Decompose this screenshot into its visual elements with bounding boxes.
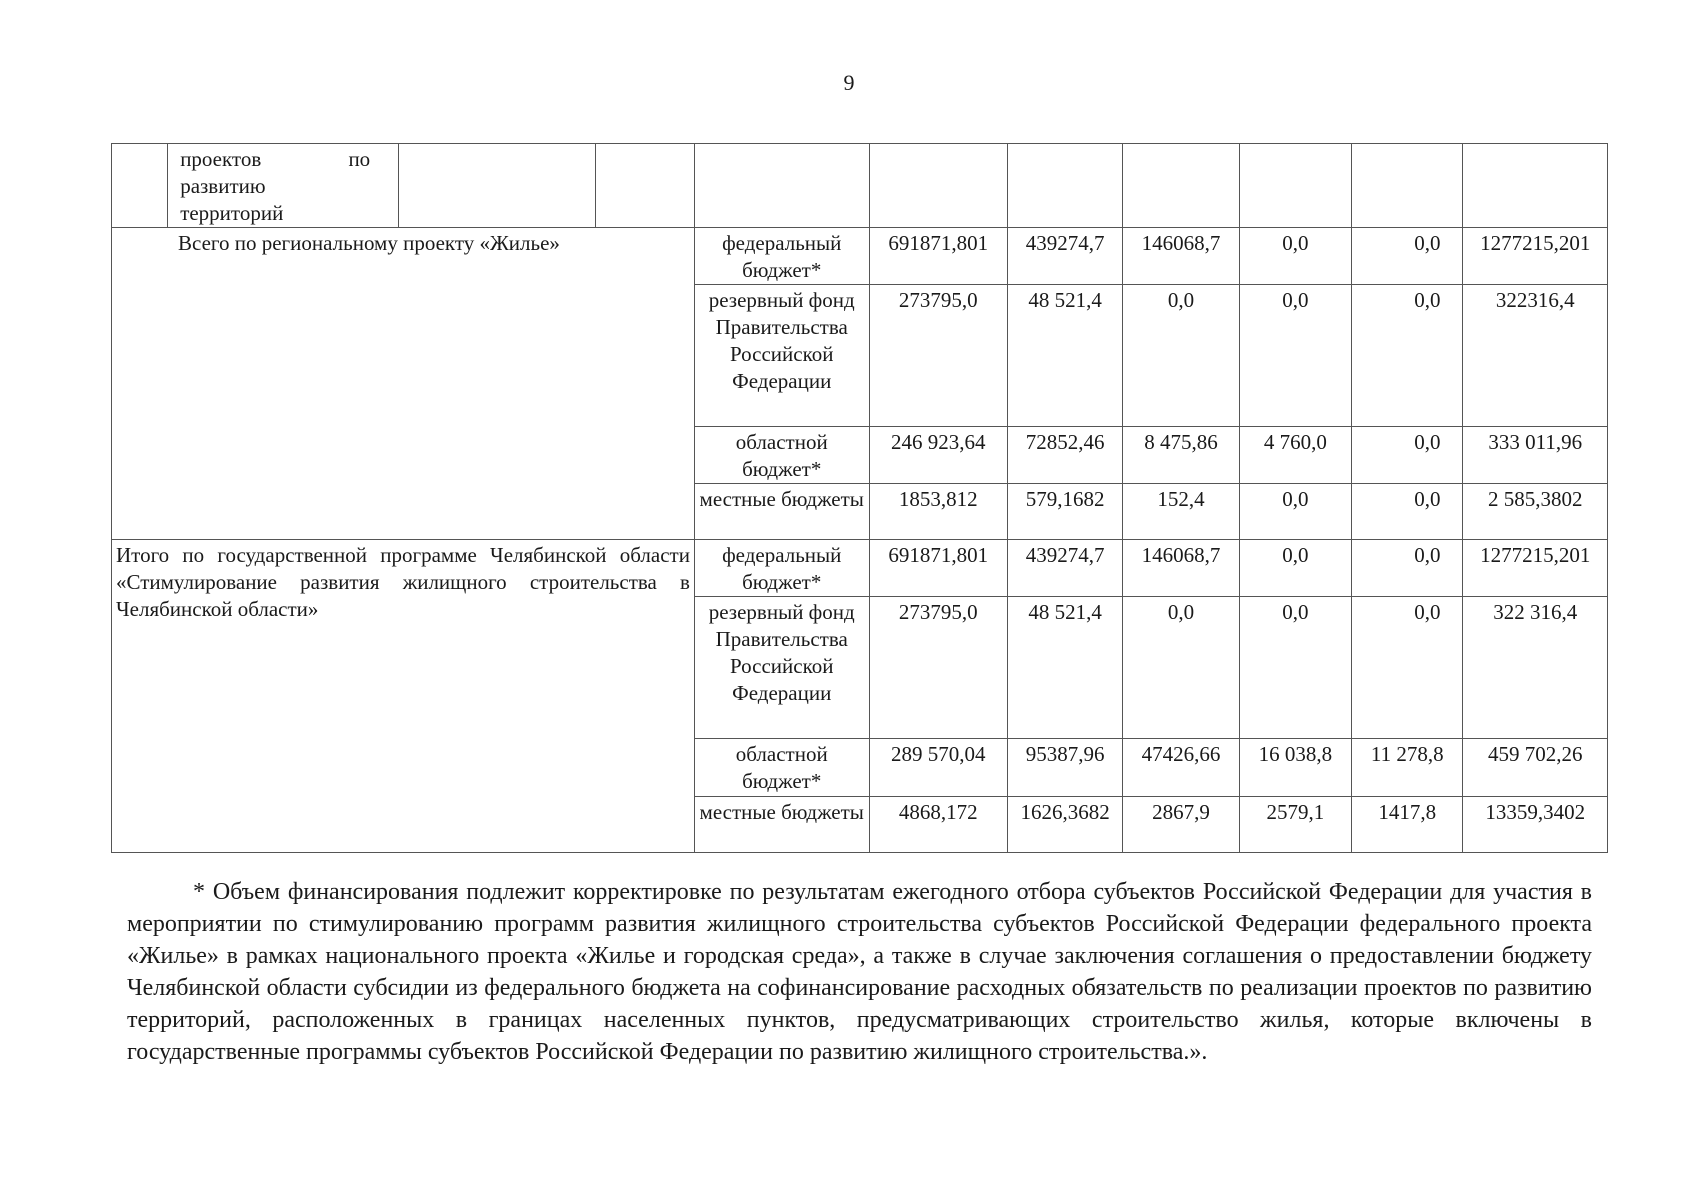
value-cell: 11 278,8 <box>1352 739 1463 797</box>
value-cell: 322316,4 <box>1463 285 1608 427</box>
fragment-empty-cell <box>398 144 595 228</box>
funding-source: федеральный бюджет* <box>694 228 869 285</box>
group-title-state-program: Итого по государственной программе Челябинской области «Стимулирование развития жилищного строительства в Челябинской области» <box>112 540 695 853</box>
value-cell: 2 585,3802 <box>1463 484 1608 540</box>
value-cell: 0,0 <box>1239 285 1351 427</box>
funding-source: областной бюджет* <box>694 427 869 484</box>
table-row <box>112 540 1608 597</box>
fragment-row <box>112 144 1608 228</box>
value-cell: 289 570,04 <box>869 739 1007 797</box>
table-row <box>112 228 1608 285</box>
value-cell: 273795,0 <box>869 285 1007 427</box>
value-cell: 1277215,201 <box>1463 540 1608 597</box>
fragment-empty-cell <box>694 144 869 228</box>
fragment-empty-cell <box>1463 144 1608 228</box>
value-cell: 72852,46 <box>1007 427 1122 484</box>
value-cell: 0,0 <box>1352 597 1463 739</box>
value-cell: 0,0 <box>1239 540 1351 597</box>
fragment-empty-cell <box>1007 144 1122 228</box>
value-cell: 439274,7 <box>1007 540 1122 597</box>
funding-source: областной бюджет* <box>694 739 869 797</box>
value-cell: 8 475,86 <box>1123 427 1239 484</box>
value-cell: 333 011,96 <box>1463 427 1608 484</box>
fragment-label-line2: развитию <box>180 174 266 198</box>
value-cell: 0,0 <box>1239 484 1351 540</box>
value-cell: 4 760,0 <box>1239 427 1351 484</box>
value-cell: 95387,96 <box>1007 739 1122 797</box>
value-cell: 13359,3402 <box>1463 797 1608 853</box>
fragment-empty-cell <box>595 144 694 228</box>
value-cell: 47426,66 <box>1123 739 1239 797</box>
value-cell: 48 521,4 <box>1007 597 1122 739</box>
value-cell: 579,1682 <box>1007 484 1122 540</box>
value-cell: 691871,801 <box>869 540 1007 597</box>
value-cell: 1277215,201 <box>1463 228 1608 285</box>
value-cell: 0,0 <box>1239 597 1351 739</box>
value-cell: 4868,172 <box>869 797 1007 853</box>
fragment-label-line1: проектов по <box>180 147 371 171</box>
value-cell: 146068,7 <box>1123 228 1239 285</box>
value-cell: 1417,8 <box>1352 797 1463 853</box>
value-cell: 0,0 <box>1352 285 1463 427</box>
page-number: 9 <box>843 70 855 95</box>
funding-source: местные бюджеты <box>694 797 869 853</box>
value-cell: 0,0 <box>1123 597 1239 739</box>
fragment-empty-cell <box>1352 144 1463 228</box>
value-cell: 273795,0 <box>869 597 1007 739</box>
fragment-empty-cell <box>1239 144 1351 228</box>
value-cell: 152,4 <box>1123 484 1239 540</box>
value-cell: 48 521,4 <box>1007 285 1122 427</box>
value-cell: 459 702,26 <box>1463 739 1608 797</box>
value-cell: 1853,812 <box>869 484 1007 540</box>
fragment-empty-cell <box>1123 144 1239 228</box>
fragment-empty-cell <box>869 144 1007 228</box>
value-cell: 0,0 <box>1352 228 1463 285</box>
value-cell: 146068,7 <box>1123 540 1239 597</box>
value-cell: 322 316,4 <box>1463 597 1608 739</box>
group-title-regional-project: Всего по региональному проекту «Жилье» <box>112 228 695 540</box>
fragment-label-line3: территорий <box>180 201 284 225</box>
value-cell: 0,0 <box>1352 484 1463 540</box>
value-cell: 0,0 <box>1123 285 1239 427</box>
value-cell: 246 923,64 <box>869 427 1007 484</box>
fragment-index-cell <box>112 144 168 228</box>
footnote: * Объем финансирования подлежит корректировке по результатам ежегодного отбора субъектов Российской Федерации для участия в мероприятии по стимулированию программ развития жилищного строительства субъектов Российской Федерации федерального проекта «Жилье» в рамках национального проекта «Жилье и городская среда», а также в случае заключения соглашения о предоставлении бюджету Челябинской области субсидии из федерального бюджета на софинансирование расходных обязательств по реализации проектов по развитию территорий, расположенных в границах населенных пунктов, предусматривающих строительство жилья, которые включены в государственные программы субъектов Российской Федерации по развитию жилищного строительства.». <box>127 879 1592 1065</box>
value-cell: 16 038,8 <box>1239 739 1351 797</box>
value-cell: 691871,801 <box>869 228 1007 285</box>
funding-source: федеральный бюджет* <box>694 540 869 597</box>
value-cell: 2579,1 <box>1239 797 1351 853</box>
funding-source: резервный фонд Правительства Российской Федерации <box>694 285 869 427</box>
value-cell: 1626,3682 <box>1007 797 1122 853</box>
funding-table <box>111 143 1608 853</box>
fragment-label-cell <box>168 144 399 228</box>
value-cell: 0,0 <box>1352 540 1463 597</box>
funding-source: резервный фонд Правительства Российской Федерации <box>694 597 869 739</box>
funding-source: местные бюджеты <box>694 484 869 540</box>
value-cell: 0,0 <box>1352 427 1463 484</box>
value-cell: 2867,9 <box>1123 797 1239 853</box>
value-cell: 439274,7 <box>1007 228 1122 285</box>
value-cell: 0,0 <box>1239 228 1351 285</box>
